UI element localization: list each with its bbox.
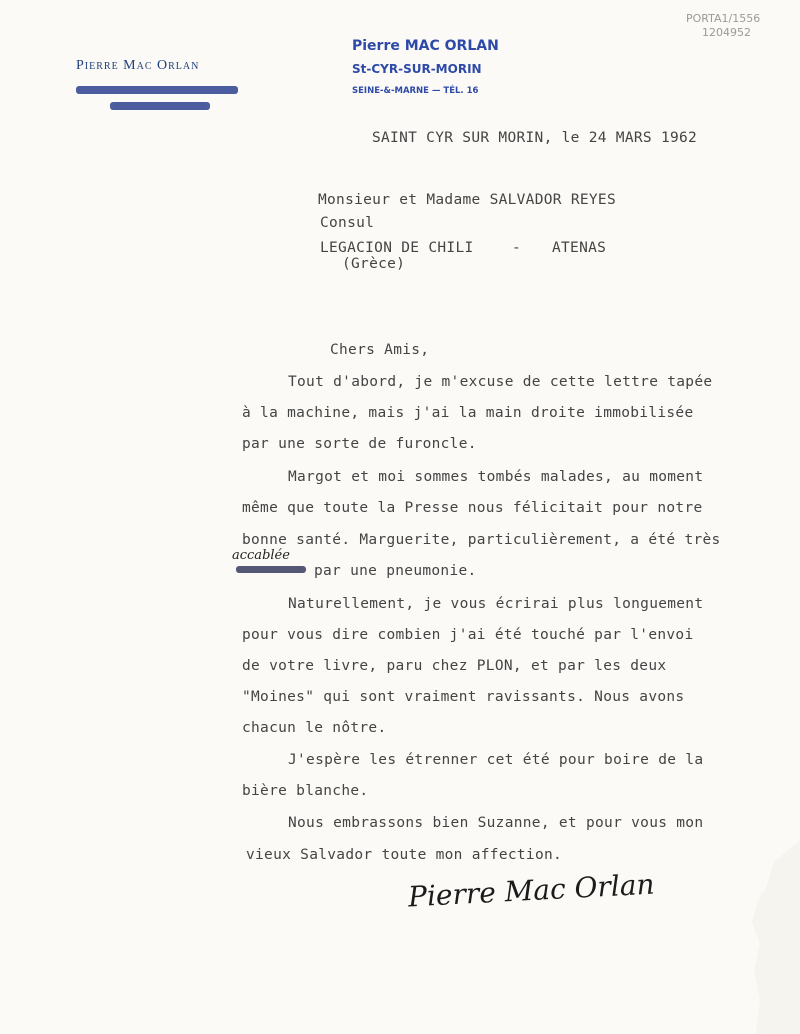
stamp-telephone: SEINE-&-MARNE — TÉL. 16 [352, 86, 479, 96]
body-line: Nous embrassons bien Suzanne, et pour vous mon [288, 815, 704, 831]
letterhead-name: Pierre Mac Orlan [76, 58, 200, 73]
redaction-bar [76, 86, 238, 94]
body-line: par une sorte de furoncle. [242, 436, 477, 452]
body-line: Naturellement, je vous écrirai plus longuement [288, 596, 704, 612]
body-line: J'espère les étrenner cet été pour boire de la [288, 752, 704, 768]
body-line: à la machine, mais j'ai la main droite immobilisée [242, 405, 694, 421]
body-line: "Moines" qui sont vraiment ravissants. Nous avons [242, 689, 685, 705]
recipient-name: Monsieur et Madame SALVADOR REYES [318, 192, 616, 208]
archive-reference: PORTA1/1556 [686, 12, 761, 25]
salutation: Chers Amis, [330, 342, 430, 358]
recipient-title: Consul [320, 215, 375, 231]
body-line: Margot et moi sommes tombés malades, au moment [288, 469, 704, 485]
body-line: par une pneumonie. [314, 563, 477, 579]
body-line: même que toute la Presse nous félicitait pour notre [242, 500, 703, 516]
body-line: pour vous dire combien j'ai été touché par l'envoi [242, 627, 694, 643]
stamp-place: St-CYR-SUR-MORIN [352, 62, 482, 76]
body-line: chacun le nôtre. [242, 720, 387, 736]
redaction-bar [110, 102, 210, 110]
body-line: vieux Salvador toute mon affection. [246, 847, 563, 863]
handwritten-insertion: accablée [232, 548, 290, 563]
archive-number: 1204952 [702, 26, 751, 39]
recipient-city: ATENAS [552, 240, 607, 256]
recipient-country: (Grèce) [342, 256, 406, 272]
signature: Pierre Mac Orlan [407, 867, 656, 914]
body-line: Tout d'abord, je m'excuse de cette lettre tapée [288, 374, 713, 390]
torn-edge [730, 840, 800, 1034]
recipient-dash: - [512, 240, 522, 256]
body-line: de votre livre, paru chez PLON, et par les deux [242, 658, 667, 674]
stamp-name: Pierre MAC ORLAN [352, 38, 499, 54]
recipient-legation: LEGACION DE CHILI [320, 240, 474, 256]
dateline: SAINT CYR SUR MORIN, le 24 MARS 1962 [372, 130, 698, 146]
body-line: bière blanche. [242, 783, 369, 799]
struck-word [236, 566, 306, 573]
body-line: bonne santé. Marguerite, particulièrement, a été très [242, 532, 721, 548]
